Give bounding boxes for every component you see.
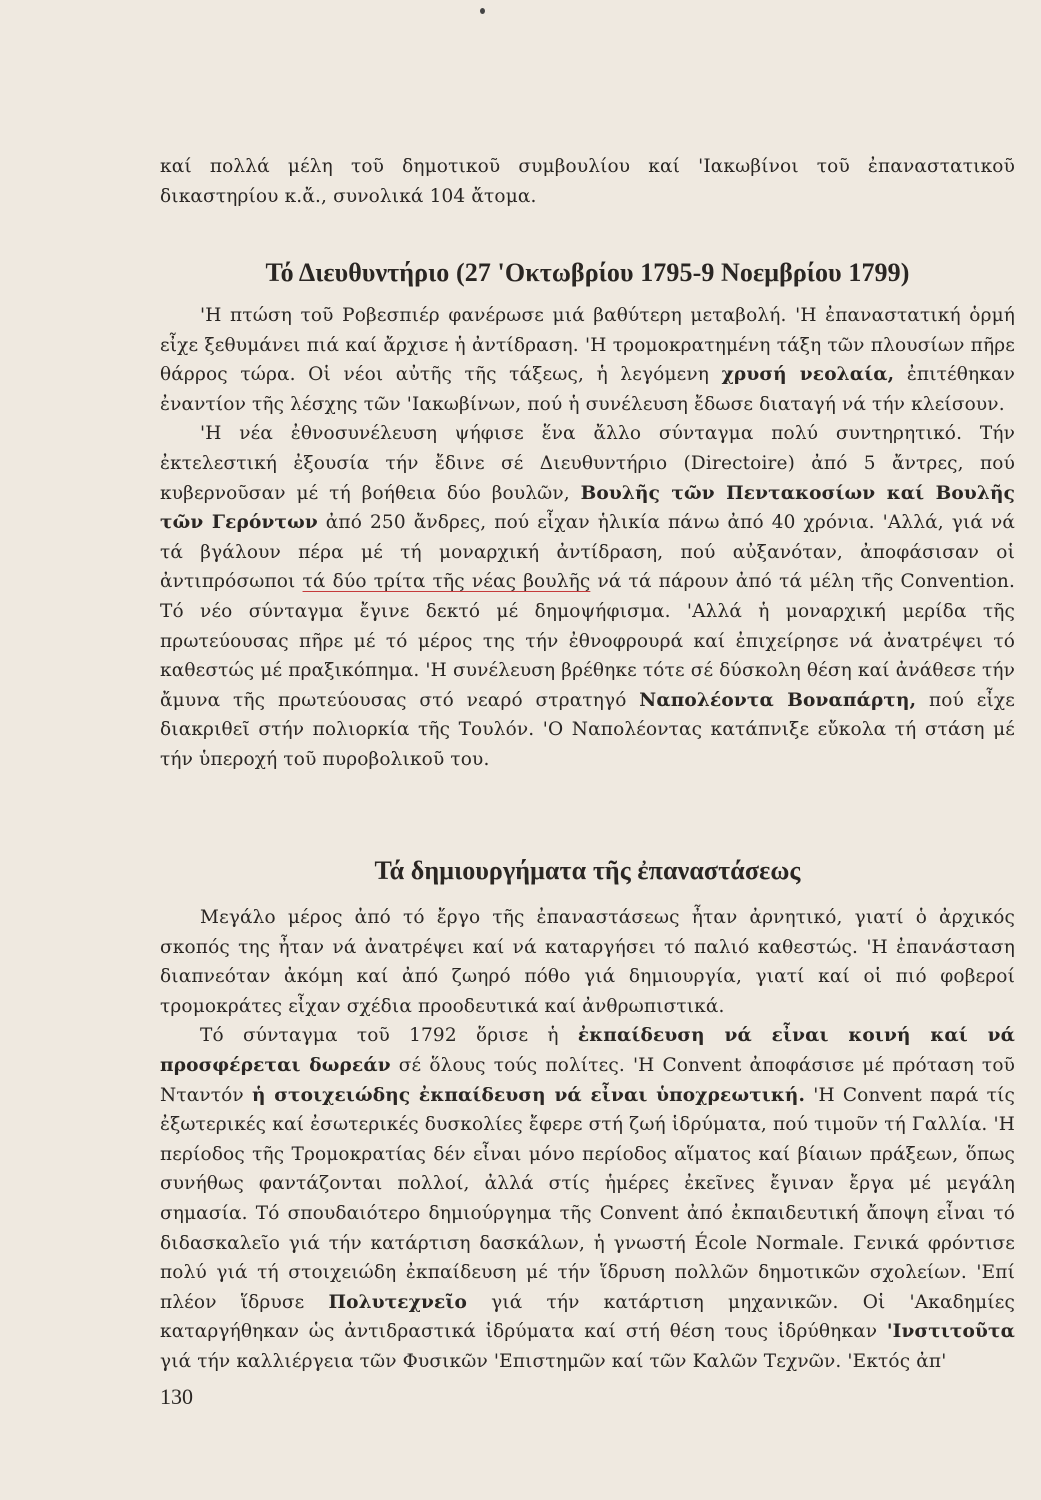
paragraph: Τό σύνταγμα τοῦ 1792 ὅρισε ἡ ἐκπαίδευση νά εἶναι κοινή καί νά προσφέρεται δωρεάν σέ ὅλους τούς πολίτες. 'Η Convent ἀποφάσισε μέ πρόταση τοῦ Νταντόν ἡ στοιχειώδης ἐκπαίδευση νά εἶναι ὑποχρεωτική. 'Η Convent παρά τίς ἐξωτερικές καί ἐσωτερικές δυσκολίες ἔφερε στή ζωή ἱδρύματα, πού τιμοῦν τή Γαλλία. 'Η περίοδος τῆς Τρομοκρατίας δέν εἶναι μόνο περίοδος αἵματος καί βίαιων πράξεων, ὅπως συνήθως φαντάζονται πολλοί, ἀλλά στίς ἡμέρες ἐκεῖνες ἔγιναν ἔργα μέ μεγάλη σημασία. Τό σπουδαιότερο δημιούργημα τῆς Convent ἀπό ἐκπαιδευτική ἄποψη εἶναι τό διδασκαλεῖο γιά τήν κατάρτιση δασκάλων, ἡ γνωστή École Normale. Γενικά φρόντισε πολύ γιά τή στοιχειώδη ἐκπαίδευση μέ τήν ἵδρυση πολλῶν δημοτικῶν σχολείων. 'Επί πλέον ἵδρυσε Πολυτεχνεῖο γιά τήν κατάρτιση μηχανικῶν. Οἱ 'Ακαδημίες καταργήθηκαν ὡς ἀντιδραστικά ἱδρύματα καί στή θέση τους ἱδρύθηκαν 'Ινστιτοῦτα γιά τήν καλλιέργεια τῶν Φυσικῶν 'Επιστημῶν καί τῶν Καλῶν Τεχνῶν. 'Εκτός ἀπ' xyxy=(160,1025,1015,1372)
intro-paragraph xyxy=(160,152,1015,211)
paragraph: 'Η πτώση τοῦ Ροβεσπιέρ φανέρωσε μιά βαθύτερη μεταβολή. 'Η ἐπαναστατική ὁρμή εἶχε ξεθυμάνει πιά καί ἄρχισε ἡ ἀντίδραση. 'Η τρομοκρατημένη τάξη τῶν πλουσίων πῆρε θάρρος τώρα. Οἱ νέοι αὐτῆς τῆς τάξεως, ἡ λεγόμενη χρυσή νεολαία, ἐπιτέθηκαν ἐναντίον τῆς λέσχης τῶν 'Ιακωβίνων, πού ἡ συνέλευση ἔδωσε διαταγή νά τήν κλείσουν. xyxy=(160,305,1016,415)
paragraph: 'Η νέα ἐθνοσυνέλευση ψήφισε ἕνα ἄλλο σύνταγμα πολύ συντηρητικό. Τήν ἐκτελεστική ἐξουσία τήν ἔδινε σέ Διευθυντήριο (Directoire) ἀπό 5 ἄντρες, πού κυβερνοῦσαν μέ τή βοήθεια δύο βουλῶν, Βουλῆς τῶν Πεντακοσίων καί Βουλῆς τῶν Γερόντων ἀπό 250 ἄνδρες, πού εἶχαν ἡλικία πάνω ἀπό 40 χρόνια. 'Αλλά, γιά νά τά βγάλουν πέρα μέ τή μοναρχική ἀντίδραση, πού αὐξανόταν, ἀποφάσισαν οἱ ἀντιπρόσωποι τά δύο τρίτα τῆς νέας βουλῆς νά τά πάρουν ἀπό τά μέλη τῆς Convention. Τό νέο σύνταγμα ἔγινε δεκτό μέ δημοψήφισμα. 'Αλλά ἡ μοναρχική μερίδα τῆς πρωτεύουσας πῆρε μέ τό μέρος της τήν ἐθνοφρουρά καί ἐπιχείρησε νά ἀνατρέψει τό καθεστώς μέ πραξικόπημα. 'Η συνέλευση βρέθηκε τότε σέ δύσκολη θέση καί ἀνάθεσε τήν ἄμυνα τῆς πρωτεύουσας στό νεαρό στρατηγό Ναπολέοντα Βοναπάρτη, πού εἶχε διακριθεῖ στήν πολιορκία τῆς Τουλόν. 'Ο Ναπολέοντας κατάπνιξε εὔκολα τή στάση μέ τήν ὑπεροχή τοῦ πυροβολικοῦ του. xyxy=(160,423,1015,770)
section-directoire-body xyxy=(160,301,1015,775)
intro-text: καί πολλά μέλη τοῦ δημοτικοῦ συμβουλίου καί 'Ιακωβίνοι τοῦ ἐπαναστατικοῦ δικαστηρίου κ.ἄ., συνολικά 104 ἄτομα. xyxy=(160,156,1015,207)
paragraph: Μεγάλο μέρος ἀπό τό ἔργο τῆς ἐπαναστάσεως ἦταν ἀρνητικό, γιατί ὁ ἀρχικός σκοπός της ἦταν νά ἀνατρέψει καί νά καταργήσει τό παλιό καθεστώς. 'Η ἐπανάσταση διαπνεόταν ἀκόμη καί ἀπό ζωηρό πόθο γιά δημιουργία, γιατί καί οἱ πιό φοβεροί τρομοκράτες εἶχαν σχέδια προοδευτικά καί ἀνθρωπιστικά. xyxy=(160,907,1015,1017)
red-underline-annotation: τά δύο τρίτα τῆς νέας βουλῆς xyxy=(302,571,591,593)
section-heading-directoire: Τό Διευθυντήριο (27 'Οκτωβρίου 1795-9 Νοεμβρίου 1799) xyxy=(265,258,910,287)
page-number: 130 xyxy=(160,1384,193,1409)
section-creations-body xyxy=(160,903,1015,1377)
section-heading-creations: Τά δημιουργήματα τῆς ἐπαναστάσεως xyxy=(374,856,801,885)
print-speck xyxy=(480,8,485,14)
